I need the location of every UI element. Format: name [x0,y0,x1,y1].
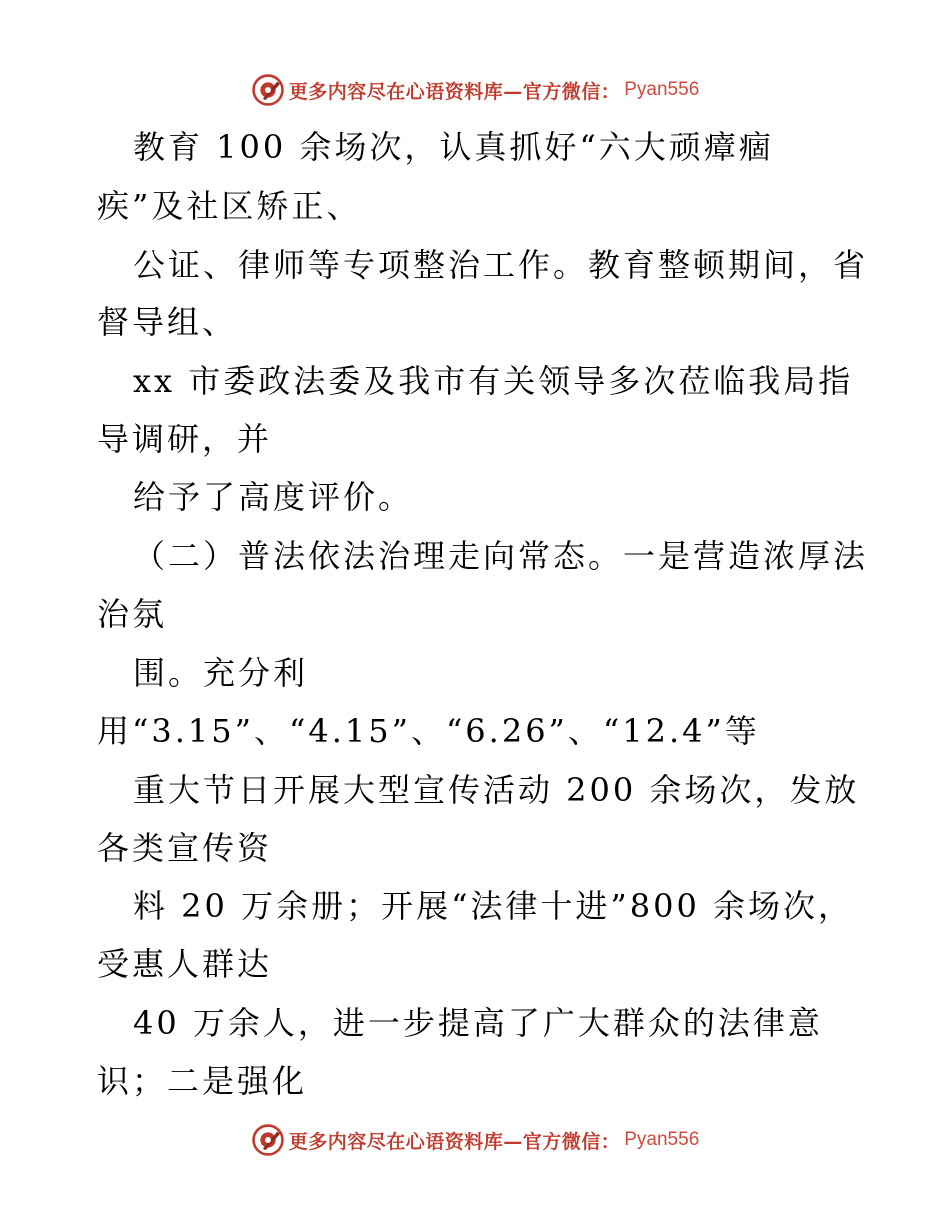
section-heading-line: （二）普法依法治理走向常态。一是营造浓厚法 [133,537,869,575]
text-line: 督导组、 [97,303,238,341]
banner-text: 更多内容尽在心语资料库—官方微信： [288,1130,621,1153]
header-banner [0,68,950,112]
footer-banner [0,1118,950,1162]
text-line: 40 万余人，进一步提高了广大群众的法律意 [133,1004,823,1042]
text-line: 公证、律师等专项整治工作。教育整顿期间，省 [133,246,869,284]
text-line: 给予了高度评价。 [133,478,414,516]
seal-logo-icon [251,1123,285,1157]
text-line: 受惠人群达 [97,945,273,983]
text-line: 围。充分利 [133,654,309,692]
seal-logo-icon [251,73,285,107]
text-line: 各类宣传资 [97,829,273,867]
text-line: 用“3.15”、“4.15”、“6.26”、“12.4”等 [97,712,760,750]
banner-wechat-id: Pyan556 [624,79,700,100]
text-line: 导调研，并 [97,420,273,458]
text-line: 重大节日开展大型宣传活动 200 余场次，发放 [133,771,860,809]
text-line: xx 市委政法委及我市有关领导多次莅临我局指 [133,362,854,400]
text-line: 教育 100 余场次，认真抓好“六大顽瘴痼 [133,128,774,166]
text-line: 治氛 [97,595,168,633]
banner-wechat-id: Pyan556 [624,1129,700,1150]
text-line: 识；二是强化 [97,1062,308,1100]
text-line: 疾”及社区矫正、 [97,187,362,225]
banner-text: 更多内容尽在心语资料库—官方微信： [288,80,621,103]
text-line: 料 20 万余册；开展“法律十进”800 余场次， [133,887,854,925]
